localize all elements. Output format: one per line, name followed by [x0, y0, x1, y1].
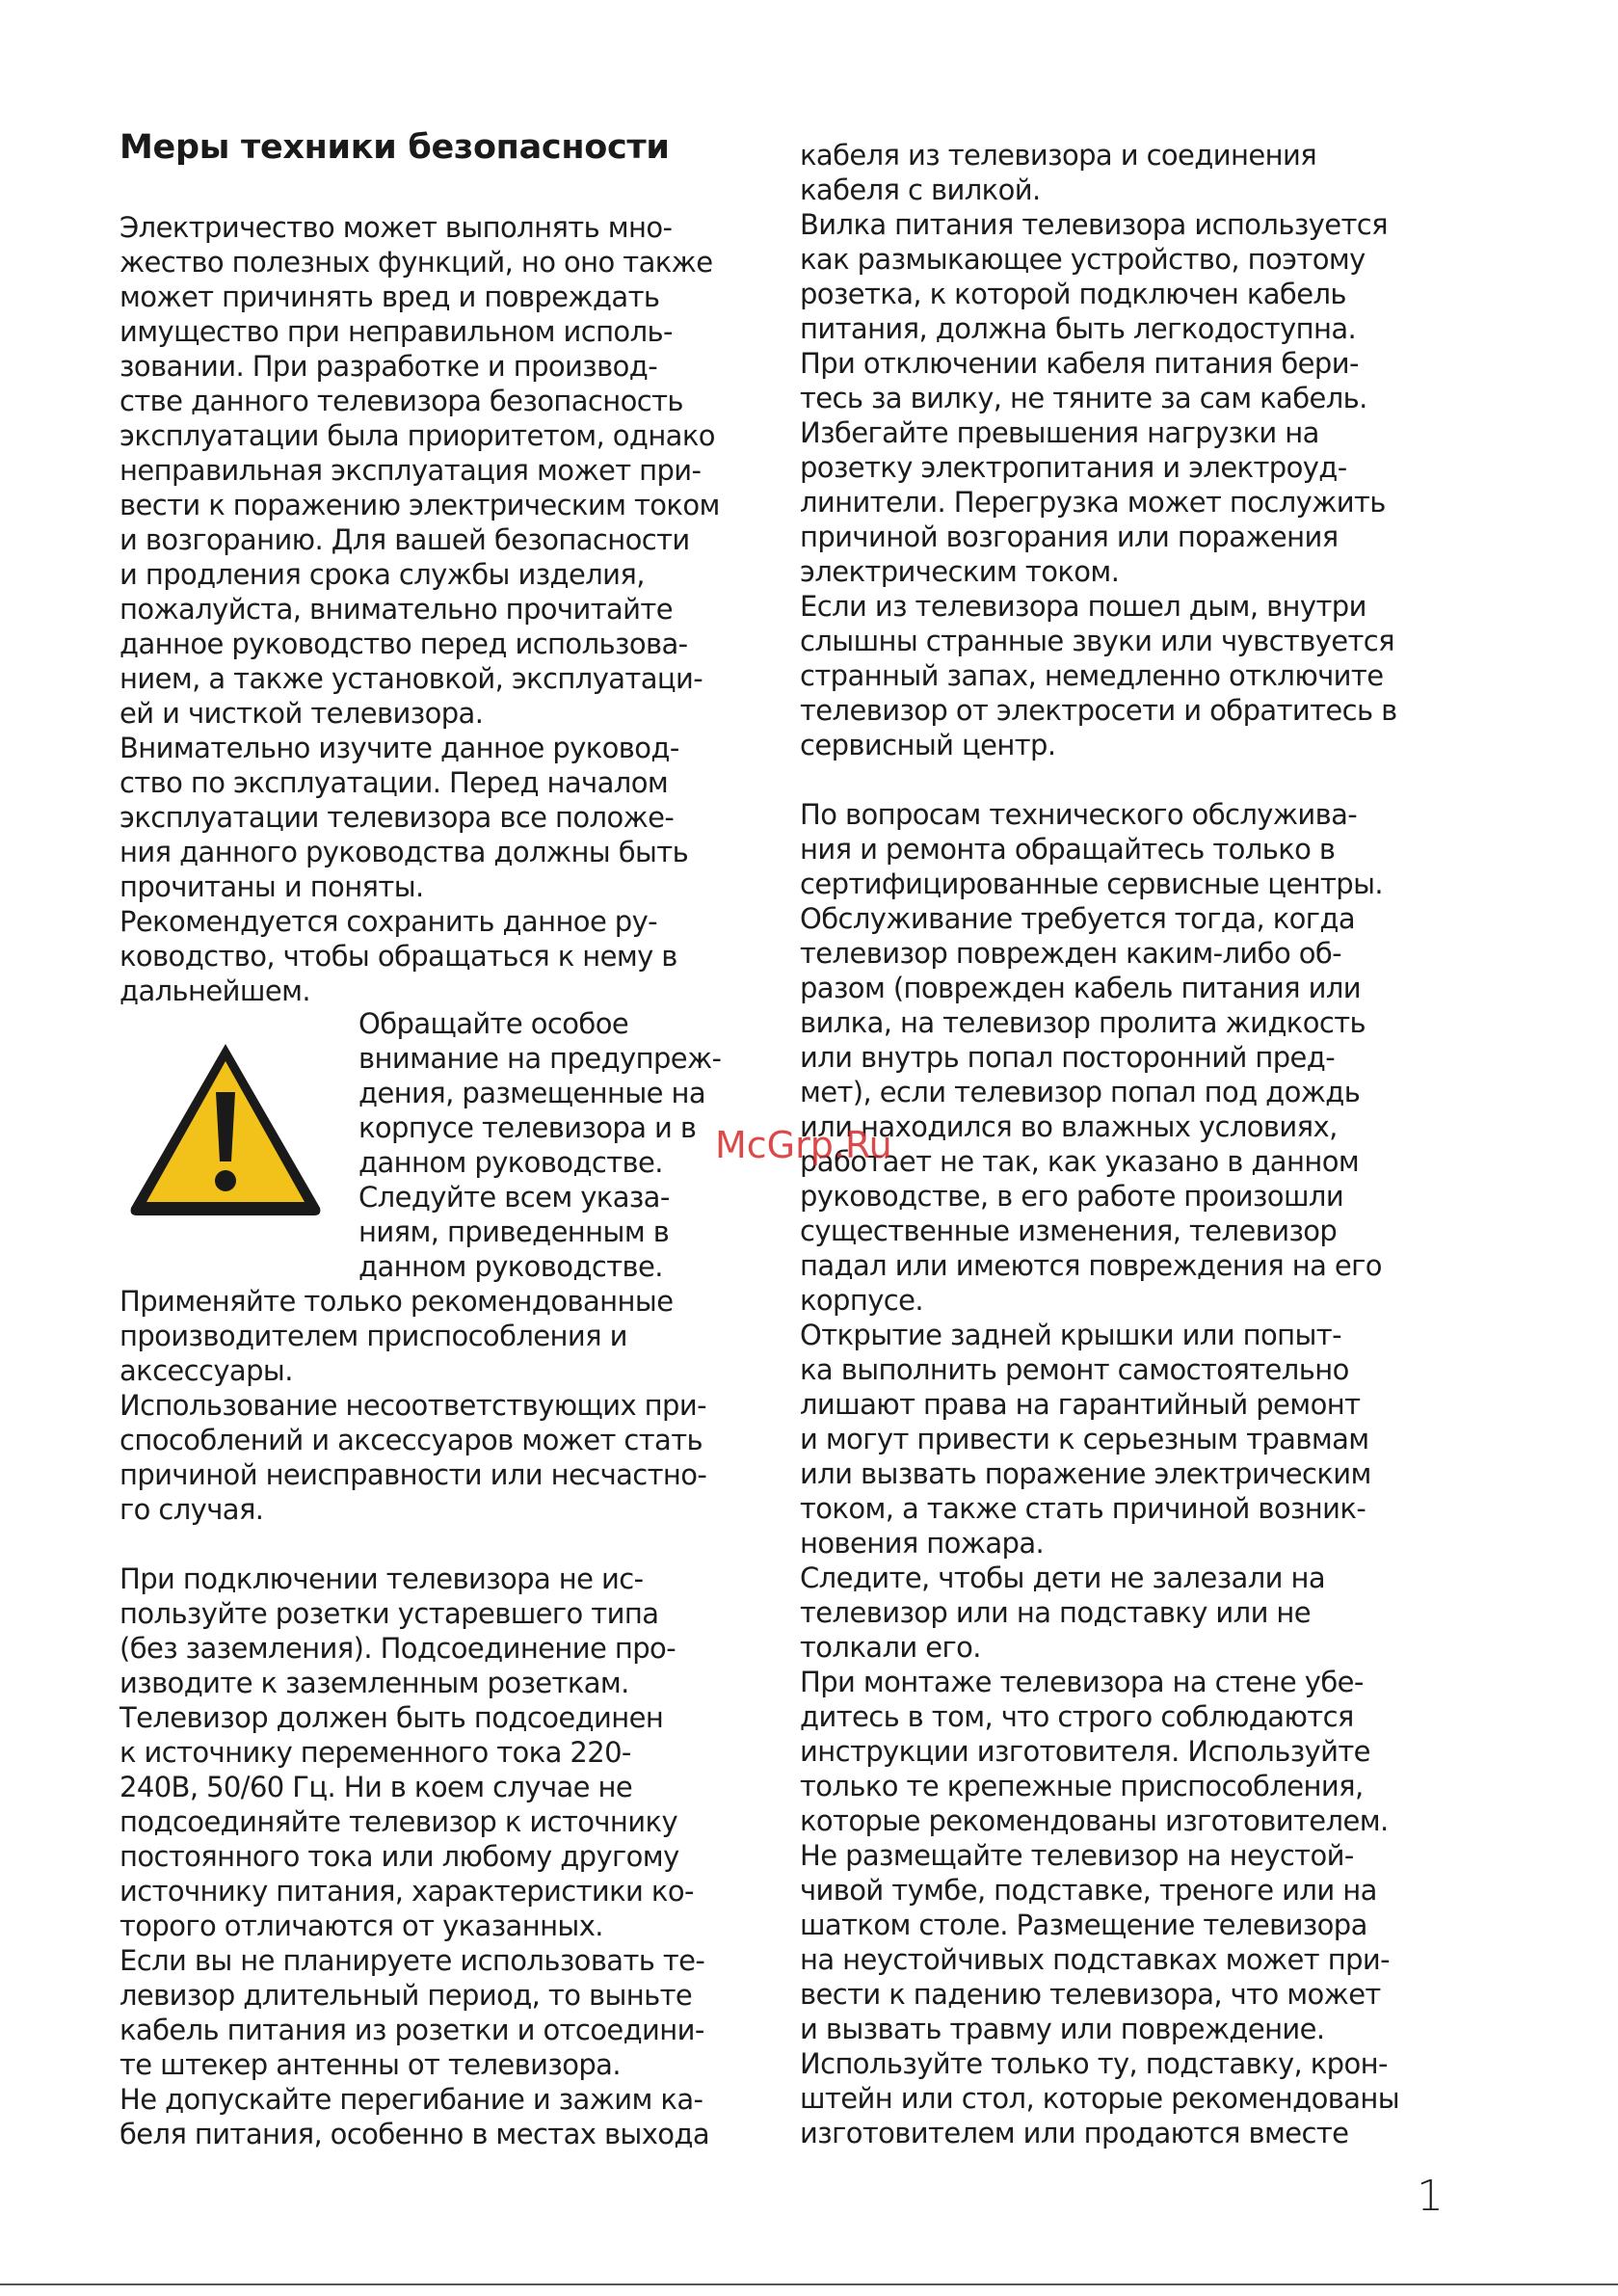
- text-line: электрическим током.: [800, 555, 1120, 588]
- watermark: McGrp.Ru: [715, 1124, 892, 1166]
- text-line: производителем приспособления и: [119, 1320, 627, 1352]
- text-line: ководство, чтобы обращаться к нему в: [119, 940, 677, 973]
- text-line: корпусе телевизора и в: [358, 1111, 697, 1144]
- text-line: только те крепежные приспособления,: [800, 1770, 1364, 1802]
- text-line: шатком столе. Размещение телевизора: [800, 1909, 1367, 1941]
- text-line: нием, а также установкой, эксплуатаци-: [119, 662, 703, 695]
- text-line: на неустойчивых подставках может при-: [800, 1943, 1390, 1976]
- text-line: Рекомендуется сохранить данное ру-: [119, 905, 658, 938]
- text-line: слышны странные звуки или чувствуется: [800, 625, 1394, 657]
- text-line: к источнику переменного тока 220-: [119, 1736, 631, 1769]
- text-line: левизор длительный период, то выньте: [119, 1979, 693, 2012]
- text-line: (без заземления). Подсоединение про-: [119, 1632, 676, 1665]
- text-line: изводите к заземленным розеткам.: [119, 1667, 629, 1699]
- text-line: стве данного телевизора безопасность: [119, 385, 683, 417]
- text-line: Обращайте особое: [358, 1007, 629, 1040]
- text-line: новения пожара.: [800, 1527, 1045, 1560]
- page-number: 1: [1417, 2172, 1444, 2221]
- text-line: данное руководство перед использова-: [119, 627, 688, 660]
- text-line: данном руководстве.: [358, 1250, 663, 1283]
- text-line: лишают права на гарантийный ремонт: [800, 1388, 1361, 1421]
- text-line: источнику питания, характеристики ко-: [119, 1875, 694, 1908]
- text-line: корпусе.: [800, 1284, 923, 1317]
- text-line: Избегайте превышения нагрузки на: [800, 416, 1319, 449]
- text-line: дитесь в том, что строго соблюдаются: [800, 1700, 1354, 1733]
- text-line: При отключении кабеля питания бери-: [800, 347, 1359, 380]
- bottom-divider: [0, 2283, 1618, 2285]
- text-line: го случая.: [119, 1493, 264, 1526]
- text-line: может причинять вред и повреждать: [119, 280, 660, 313]
- text-line: причиной возгорания или поражения: [800, 521, 1339, 553]
- text-line: неправильная эксплуатация может при-: [119, 454, 702, 487]
- text-line: разом (поврежден кабель питания или: [800, 972, 1362, 1004]
- text-line: странный запах, немедленно отключите: [800, 659, 1384, 692]
- text-line: 240В, 50/60 Гц. Ни в коем случае не: [119, 1771, 633, 1803]
- page-title: Меры техники безопасности: [119, 128, 670, 167]
- text-line: Не размещайте телевизор на неустой-: [800, 1839, 1354, 1872]
- text-line: вести к поражению электрическим током: [119, 489, 720, 521]
- text-line: работает не так, как указано в данном: [800, 1145, 1360, 1178]
- text-line: розетку электропитания и электроуд-: [800, 451, 1347, 484]
- warning-triangle-icon: [123, 1036, 328, 1221]
- text-line: ния и ремонта обращайтесь только в: [800, 833, 1336, 866]
- text-line: При подключении телевизора не ис-: [119, 1562, 644, 1595]
- text-line: Если из телевизора пошел дым, внутри: [800, 590, 1366, 623]
- text-line: Вилка питания телевизора используется: [800, 208, 1388, 241]
- text-line: постоянного тока или любому другому: [119, 1840, 679, 1873]
- text-line: Электричество может выполнять мно-: [119, 211, 673, 244]
- text-line: которые рекомендованы изготовителем.: [800, 1804, 1389, 1837]
- text-line: беля питания, особенно в местах выхода: [119, 2118, 710, 2150]
- text-line: ей и чисткой телевизора.: [119, 697, 484, 730]
- text-line: чивой тумбе, подставке, треноге или на: [800, 1874, 1377, 1907]
- text-line: Телевизор должен быть подсоединен: [119, 1701, 664, 1734]
- text-line: те штекер антенны от телевизора.: [119, 2048, 621, 2081]
- text-line: или находился во влажных условиях,: [800, 1110, 1338, 1143]
- text-line: вести к падению телевизора, что может: [800, 1978, 1381, 2011]
- text-line: Использование несоответствующих при-: [119, 1389, 706, 1422]
- text-line: падал или имеются повреждения на его: [800, 1249, 1382, 1282]
- text-line: данном руководстве.: [358, 1146, 663, 1179]
- text-line: сертифицированные сервисные центры.: [800, 868, 1384, 900]
- text-line: способлений и аксессуаров может стать: [119, 1424, 703, 1456]
- text-line: или вызвать поражение электрическим: [800, 1457, 1371, 1490]
- text-line: ство по эксплуатации. Перед началом: [119, 766, 669, 799]
- text-line: питания, должна быть легкодоступна.: [800, 312, 1357, 345]
- text-line: прочитаны и поняты.: [119, 870, 424, 903]
- text-line: Обслуживание требуется тогда, когда: [800, 902, 1356, 935]
- text-line: вилка, на телевизор пролита жидкость: [800, 1006, 1366, 1039]
- text-line: мет), если телевизор попал под дождь: [800, 1076, 1361, 1108]
- text-line: и продления срока службы изделия,: [119, 558, 645, 591]
- text-line: При монтаже телевизора на стене убе-: [800, 1666, 1364, 1698]
- text-line: телевизор от электросети и обратитесь в: [800, 694, 1397, 727]
- text-line: подсоединяйте телевизор к источнику: [119, 1805, 678, 1838]
- text-line: розетка, к которой подключен кабель: [800, 278, 1346, 310]
- text-line: и возгоранию. Для вашей безопасности: [119, 523, 690, 556]
- text-line: телевизор поврежден каким-либо об-: [800, 937, 1341, 970]
- text-line: внимание на предупреж-: [358, 1042, 722, 1075]
- text-line: эксплуатации телевизора все положе-: [119, 801, 675, 834]
- text-line: эксплуатации была приоритетом, однако: [119, 419, 715, 452]
- text-line: причиной неисправности или несчастно-: [119, 1458, 707, 1491]
- text-line: как размыкающее устройство, поэтому: [800, 243, 1366, 276]
- text-line: дения, размещенные на: [358, 1077, 706, 1109]
- text-line: торого отличаются от указанных.: [119, 1909, 603, 1942]
- text-line: имущество при неправильном исполь-: [119, 315, 673, 348]
- text-line: толкали его.: [800, 1631, 981, 1664]
- text-line: жество полезных функций, но оно также: [119, 246, 713, 279]
- text-line: пользуйте розетки устаревшего типа: [119, 1597, 659, 1630]
- text-line: сервисный центр.: [800, 729, 1056, 761]
- text-line: кабеля из телевизора и соединения: [800, 139, 1317, 172]
- text-line: кабеля с вилкой.: [800, 174, 1041, 206]
- text-line: Не допускайте перегибание и зажим ка-: [119, 2083, 703, 2116]
- text-line: руководстве, в его работе произошли: [800, 1180, 1344, 1213]
- text-line: инструкции изготовителя. Используйте: [800, 1735, 1370, 1768]
- text-line: пожалуйста, внимательно прочитайте: [119, 593, 673, 626]
- text-line: ния данного руководства должны быть: [119, 836, 689, 868]
- text-line: изготовителем или продаются вместе: [800, 2117, 1349, 2149]
- text-line: и вызвать травму или повреждение.: [800, 2013, 1325, 2045]
- text-line: ниям, приведенным в: [358, 1215, 670, 1248]
- text-line: Применяйте только рекомендованные: [119, 1285, 674, 1318]
- text-line: Внимательно изучите данное руковод-: [119, 732, 679, 764]
- text-line: дальнейшем.: [119, 974, 310, 1007]
- text-line: Используйте только ту, подставку, крон-: [800, 2047, 1388, 2080]
- text-line: тесь за вилку, не тяните за сам кабель.: [800, 382, 1367, 414]
- text-line: существенные изменения, телевизор: [800, 1215, 1338, 1247]
- text-line: кабель питания из розетки и отсоедини-: [119, 2014, 704, 2046]
- text-line: Следуйте всем указа-: [358, 1181, 670, 1214]
- text-line: телевизор или на подставку или не: [800, 1596, 1312, 1629]
- text-line: ка выполнить ремонт самостоятельно: [800, 1353, 1349, 1386]
- text-line: По вопросам технического обслужива-: [800, 798, 1358, 831]
- text-line: Если вы не планируете использовать те-: [119, 1944, 705, 1977]
- text-line: штейн или стол, которые рекомендованы: [800, 2082, 1400, 2115]
- text-line: Следите, чтобы дети не залезали на: [800, 1562, 1326, 1594]
- text-line: аксессуары.: [119, 1354, 293, 1387]
- text-line: или внутрь попал посторонний пред-: [800, 1041, 1336, 1074]
- text-line: линители. Перегрузка может послужить: [800, 486, 1386, 519]
- text-line: и могут привести к серьезным травмам: [800, 1423, 1369, 1455]
- text-line: Открытие задней крышки или попыт-: [800, 1319, 1341, 1351]
- text-line: зовании. При разработке и производ-: [119, 350, 658, 383]
- text-line: током, а также стать причиной возник-: [800, 1492, 1366, 1525]
